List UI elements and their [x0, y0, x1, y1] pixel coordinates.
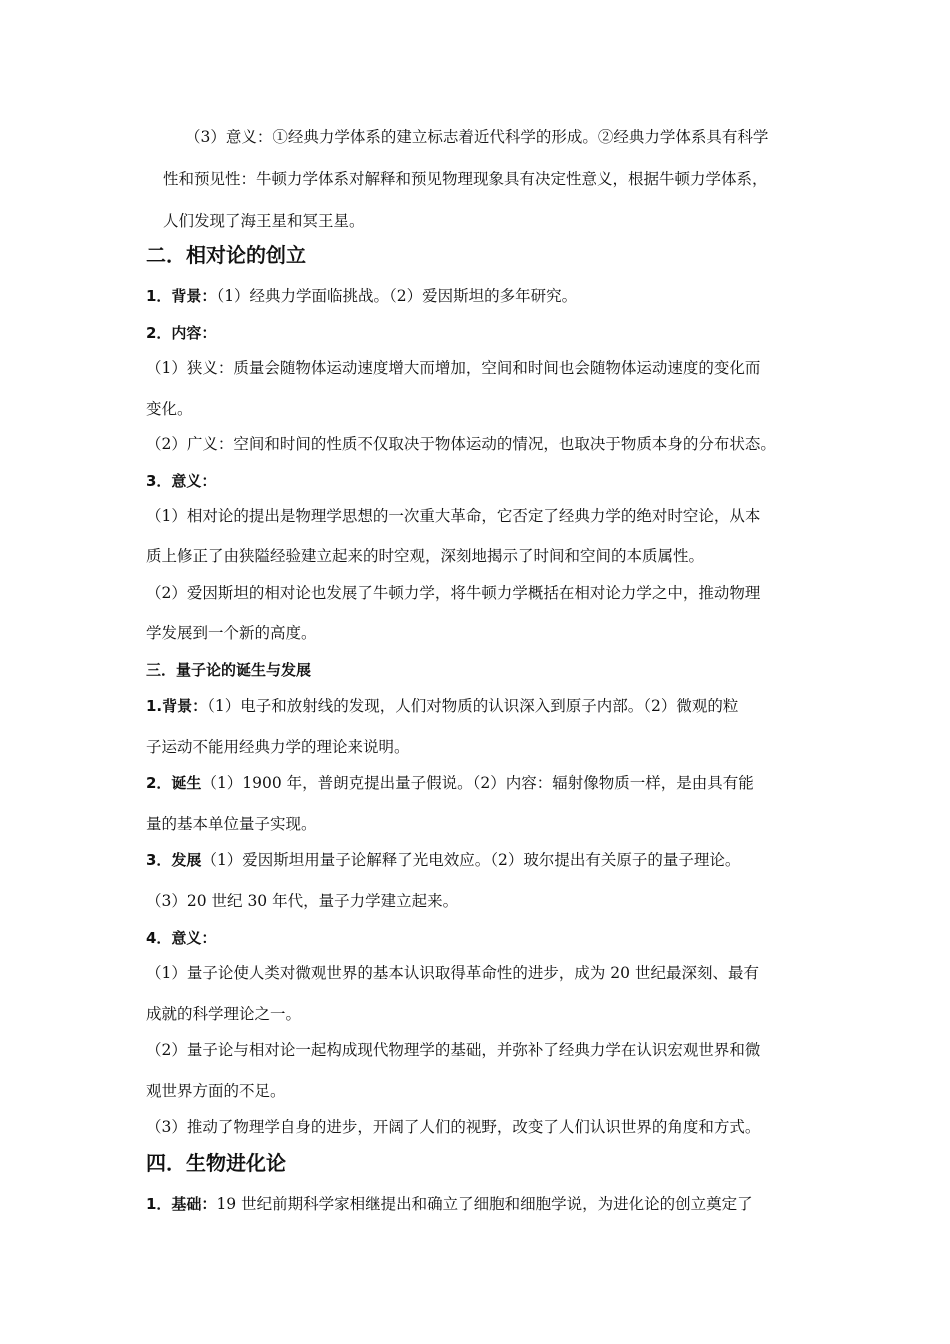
- text: （1）爱因斯坦用量子论解释了光电效应。（2）玻尔提出有关原子的量子理论。: [201, 851, 741, 869]
- subheading: 4．意义：: [146, 929, 217, 947]
- paragraph-line: （2）广义：空间和时间的性质不仅取决于物体运动的情况，也取决于物质本身的分布状态。: [146, 435, 776, 453]
- paragraph-line: 质上修正了由狭隘经验建立起来的时空观，深刻地揭示了时间和空间的本质属性。: [146, 547, 705, 565]
- paragraph-line: [146, 286, 577, 306]
- paragraph-line: [146, 773, 754, 793]
- paragraph-line: （1）狭义：质量会随物体运动速度增大而增加，空间和时间也会随物体运动速度的变化而: [146, 359, 761, 377]
- text: 19 世纪前期科学家相继提出和确立了细胞和细胞学说，为进化论的创立奠定了: [216, 1195, 753, 1213]
- paragraph-line: [146, 1194, 753, 1214]
- subheading: 2．内容：: [146, 324, 217, 342]
- paragraph-line: 子运动不能用经典力学的理论来说明。: [146, 738, 410, 756]
- section-heading: 四．生物进化论: [146, 1151, 286, 1175]
- paragraph-line: 人们发现了海王星和冥王星。: [163, 212, 365, 230]
- paragraph-line: 学发展到一个新的高度。: [146, 624, 317, 642]
- paragraph-line: [146, 696, 738, 716]
- paragraph-line: 观世界方面的不足。: [146, 1082, 286, 1100]
- label: 2．诞生: [146, 774, 202, 792]
- subheading: 3．意义：: [146, 472, 217, 490]
- paragraph-line: （1）相对论的提出是物理学思想的一次重大革命，它否定了经典力学的绝对时空论，从本: [146, 507, 761, 525]
- paragraph-line: 性和预见性：牛顿力学体系对解释和预见物理现象具有决定性意义，根据牛顿力学体系，: [163, 170, 768, 188]
- paragraph-line: （2）量子论与相对论一起构成现代物理学的基础，并弥补了经典力学在认识宏观世界和微: [146, 1041, 761, 1059]
- label: 1．基础：: [146, 1195, 217, 1213]
- paragraph-line: 成就的科学理论之一。: [146, 1005, 302, 1023]
- paragraph-line: （3）推动了物理学自身的进步，开阔了人们的视野，改变了人们认识世界的角度和方式。: [146, 1118, 761, 1136]
- label: 1．背景：: [146, 287, 217, 305]
- paragraph-line: 量的基本单位量子实现。: [146, 815, 317, 833]
- text: （1）电子和放射线的发现，人们对物质的认识深入到原子内部。（2）微观的粒: [207, 697, 739, 715]
- paragraph-line: （3）20 世纪 30 年代，量子力学建立起来。: [146, 892, 459, 910]
- paragraph-line: [146, 850, 740, 870]
- section-heading: 二．相对论的创立: [146, 243, 306, 267]
- paragraph-line: 变化。: [146, 400, 193, 418]
- paragraph-line: （3）意义：①经典力学体系的建立标志着近代科学的形成。②经典力学体系具有科学: [185, 128, 769, 146]
- label: 1.背景：: [146, 697, 208, 715]
- paragraph-line: （1）量子论使人类对微观世界的基本认识取得革命性的进步，成为 20 世纪最深刻、最有: [146, 964, 759, 982]
- label: 3．发展: [146, 851, 202, 869]
- paragraph-line: （2）爱因斯坦的相对论也发展了牛顿力学，将牛顿力学概括在相对论力学之中，推动物理: [146, 584, 761, 602]
- section-heading: 三．量子论的诞生与发展: [146, 661, 312, 679]
- text: （1）1900 年，普朗克提出量子假说。（2）内容：辐射像物质一样，是由具有能: [201, 774, 754, 792]
- text: （1）经典力学面临挑战。（2）爱因斯坦的多年研究。: [216, 287, 578, 305]
